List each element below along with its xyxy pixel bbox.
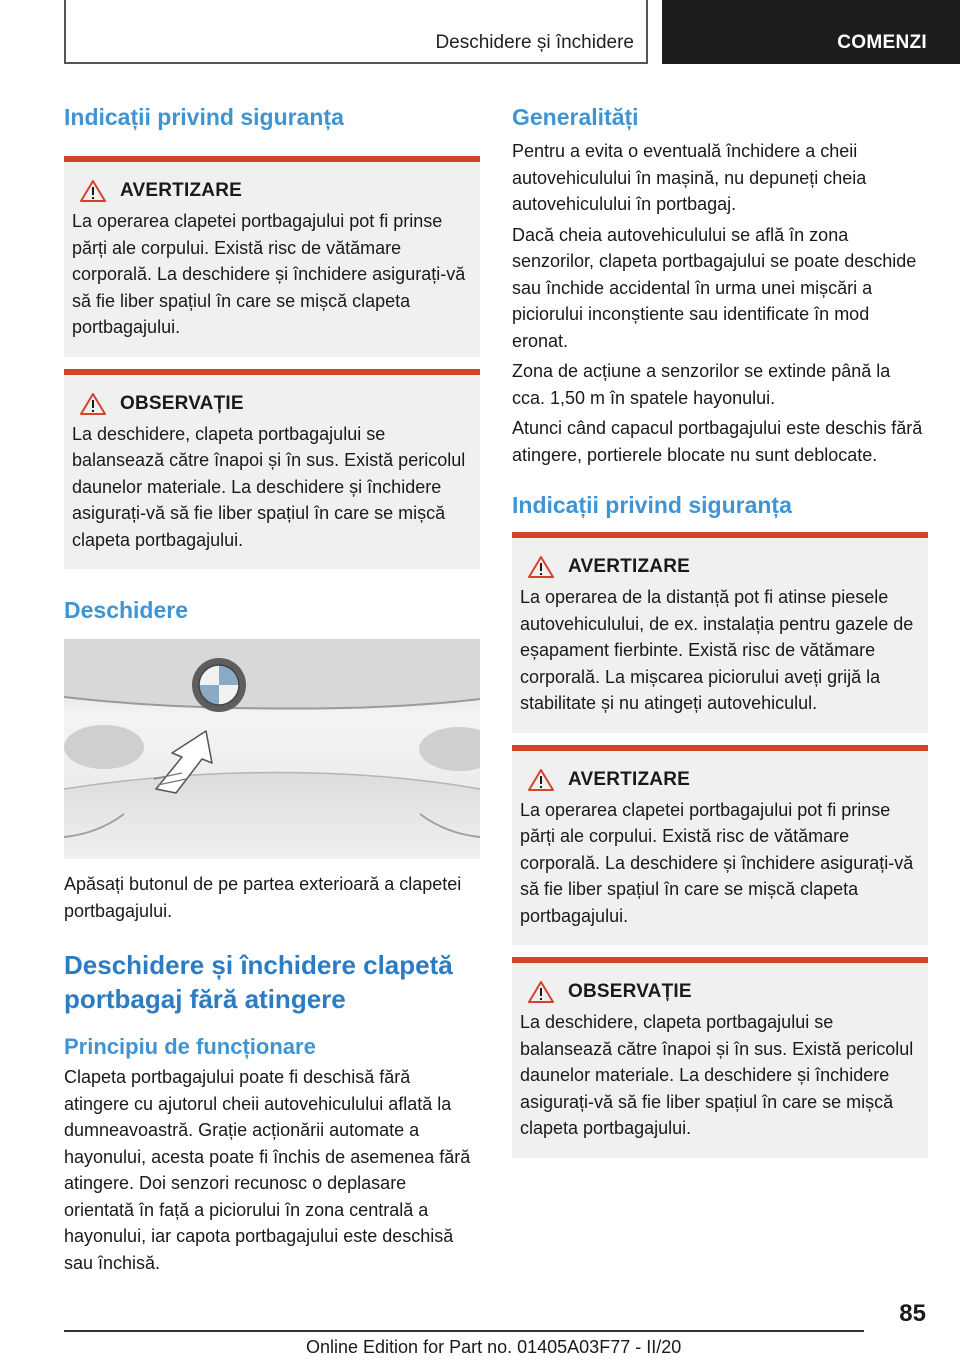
warning-triangle-icon	[528, 981, 554, 1003]
warning-box-1-label: AVERTIZARE	[120, 180, 242, 201]
handsfree-heading: Deschidere și închidere clapetă portbagaj fără atingere	[64, 950, 453, 1014]
warning-box-3-text: La operarea clapetei portbagajului pot fi prinse părți ale corpului. Există risc de vătămare corporală. La deschidere și închidere asigurați-vă să fie liber spațiul în care se mișcă clapeta portbagajului.	[520, 799, 914, 926]
warning-box-1	[64, 156, 480, 357]
left-column	[64, 100, 480, 1276]
trunk-button-photo	[64, 639, 480, 859]
safety-heading-left: Indicații privind siguranța	[64, 104, 344, 130]
warning-box-2-label: AVERTIZARE	[568, 556, 690, 577]
principle-text: Clapeta portbagajului poate fi deschisă fără atingere cu ajutorul cheii autovehiculului aflată la dumneavoastră. Grație acționării automate a hayonului, acesta poate fi închis de asemenea fără atingere. Doi senzori recunosc o deplasare orientată în față a piciorului în zona centrală a hayonului, iar capota portbagajului este deschisă sau închisă.	[64, 1067, 471, 1273]
warning-box-2	[512, 532, 928, 733]
footer-divider	[64, 1330, 864, 1332]
warning-box-1-title	[72, 180, 472, 202]
safety-heading-right: Indicații privind siguranța	[512, 492, 792, 518]
notice-box-1-title	[72, 393, 472, 415]
opening-text: Apăsați butonul de pe partea exterioară a clapetei portbagajului.	[64, 874, 462, 921]
warning-box-2-text: La operarea de la distanță pot fi atinse piesele autovehiculului, de ex. instalația pentru gazele de eșapament fierbinte. Există risc de vătămare corporală. La mișcarea piciorului aveți grijă la stabilitate și nu atingeți autovehiculul.	[520, 587, 914, 713]
notice-box-2-text: La deschidere, clapeta portbagajului se balansează către înapoi și în sus. Există pericolul daunelor materiale. La deschidere și închidere asigurați-vă să fie liber spațiul în care se mișcă clapeta portbagajului.	[520, 1012, 914, 1138]
warning-triangle-icon	[80, 180, 106, 202]
general-paragraph-4: Atunci când capacul portbagajului este deschis fără atingere, portierele blocate nu sunt deblocate.	[512, 418, 923, 465]
general-paragraph-2: Dacă cheia autovehiculului se află în zona senzorilor, clapeta portbagajului se poate deschide sau închide accidental în urma unei mișcări a piciorului inconștiente sau identificate în mod eronat.	[512, 224, 917, 351]
warning-box-3-title	[520, 769, 920, 791]
notice-box-2-title	[520, 981, 920, 1003]
general-paragraph-3: Zona de acțiune a senzorilor se extinde până la cca. 1,50 m în spatele hayonului.	[512, 361, 891, 408]
notice-box-2	[512, 957, 928, 1158]
footer-edition: Online Edition for Part no. 01405A03F77 - II/20	[306, 1337, 682, 1357]
header-section-title: Deschidere și închidere	[435, 32, 634, 53]
warning-box-3-label: AVERTIZARE	[568, 768, 690, 790]
notice-box-2-label: OBSERVAȚIE	[568, 981, 692, 1002]
page-number: 85	[899, 1300, 926, 1327]
warning-box-1-text: La operarea clapetei portbagajului pot fi prinse părți ale corpului. Există risc de vătămare corporală. La deschidere și închidere asigurați-vă să fie liber spațiul în care se mișcă clapeta portbagajului.	[72, 211, 466, 337]
header-section-frame	[64, 0, 648, 64]
header-chapter-tab	[662, 0, 960, 64]
principle-heading: Principiu de funcționare	[64, 1034, 316, 1059]
general-paragraph-1: Pentru a evita o eventuală închidere a cheii autovehiculului în mașină, nu depuneți cheia autovehiculului în portbagaj.	[512, 141, 867, 214]
notice-box-1	[64, 369, 480, 570]
notice-box-1-label: OBSERVAȚIE	[120, 392, 244, 414]
header-chapter-title: COMENZI	[837, 32, 927, 53]
opening-heading: Deschidere	[64, 597, 189, 623]
warning-box-2-title	[520, 556, 920, 578]
warning-triangle-icon	[528, 769, 554, 791]
warning-triangle-icon	[528, 556, 554, 578]
notice-box-1-text: La deschidere, clapeta portbagajului se balansează către înapoi și în sus. Există pericolul daunelor materiale. La deschidere și închidere asigurați-vă să fie liber spațiul în care se mișcă clapeta portbagajului.	[72, 423, 466, 550]
warning-triangle-icon	[80, 393, 106, 415]
warning-box-3	[512, 745, 928, 946]
general-heading: Generalități	[512, 104, 639, 130]
right-column	[512, 100, 928, 1158]
